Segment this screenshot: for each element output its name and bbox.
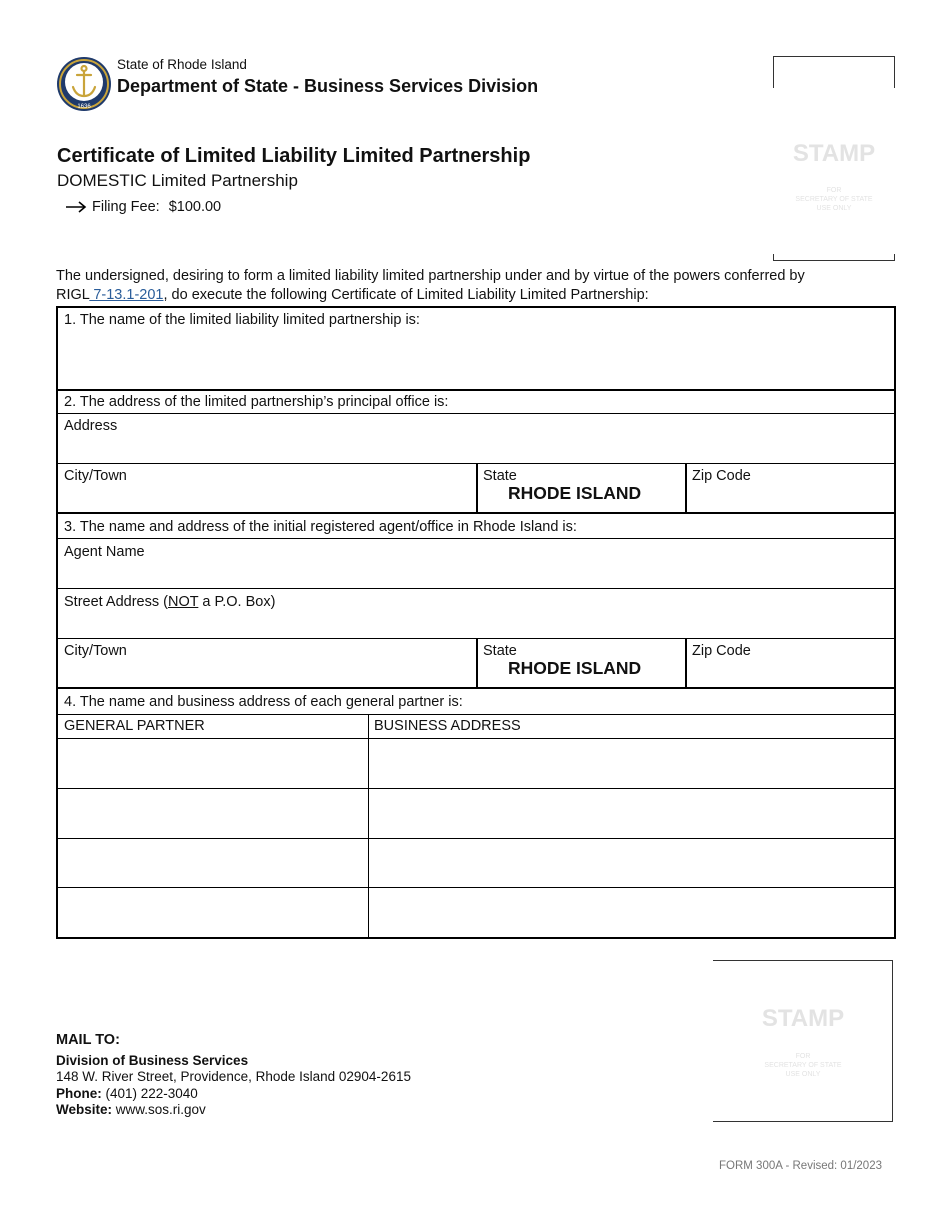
- partner-address-cell[interactable]: [369, 839, 894, 886]
- stamp-note-line: USE ONLY: [785, 1071, 821, 1078]
- intro-text: The undersigned, desiring to form a limited liability limited partnership under and by virtue of the powers conferred by RIGL: [56, 268, 805, 303]
- agent-zip-field[interactable]: [688, 661, 894, 687]
- stamp-box-top: [773, 56, 895, 261]
- agent-street-label: [64, 594, 275, 610]
- rigl-link[interactable]: 7-13.1-201: [89, 287, 164, 303]
- agent-city-label: City/Town: [64, 643, 127, 659]
- website-label: Website:: [56, 1102, 113, 1117]
- stamp-box-bottom: [713, 960, 893, 1122]
- partner-name-cell[interactable]: [58, 839, 367, 886]
- street-label-end: a P.O. Box): [198, 594, 276, 610]
- mail-address: 148 W. River Street, Providence, Rhode Island 02904-2615: [56, 1069, 411, 1084]
- agent-street-field[interactable]: [58, 612, 894, 638]
- agent-state-label: State: [483, 643, 517, 659]
- stamp-note-line: SECRETARY OF STATE: [764, 1062, 842, 1069]
- principal-state-label: State: [483, 468, 517, 484]
- form-subtitle: DOMESTIC Limited Partnership: [57, 171, 298, 190]
- stamp-note-line: FOR: [826, 187, 842, 194]
- partner-address-cell[interactable]: [369, 789, 894, 837]
- mail-to-title: MAIL TO:: [56, 1032, 120, 1048]
- partner-name-cell[interactable]: [58, 739, 367, 787]
- header-department: Department of State - Business Services Division: [117, 76, 539, 96]
- partner-address-cell[interactable]: [369, 739, 894, 787]
- phone-label: Phone:: [56, 1085, 102, 1101]
- stamp-word: STAMP: [792, 140, 876, 167]
- section-1-label: 1. The name of the limited liability limited partnership is:: [64, 312, 420, 328]
- phone-number: (401) 222-3040: [101, 1085, 198, 1101]
- general-partner-header: GENERAL PARTNER: [64, 718, 205, 734]
- website-url: www.sos.ri.gov: [112, 1102, 206, 1117]
- filing-fee: [65, 199, 221, 215]
- state-seal-logo: [56, 56, 112, 112]
- principal-address-label: Address: [64, 418, 118, 434]
- agent-name-field[interactable]: [58, 562, 894, 588]
- form-revision-footer: FORM 300A - Revised: 01/2023: [719, 1160, 882, 1172]
- business-address-header: BUSINESS ADDRESS: [374, 718, 521, 734]
- principal-city-field[interactable]: [58, 486, 475, 512]
- stamp-note-line: USE ONLY: [816, 205, 852, 212]
- principal-city-label: City/Town: [64, 468, 127, 484]
- principal-zip-field[interactable]: [688, 486, 894, 512]
- certificate-form: [56, 306, 896, 939]
- principal-zip-label: Zip Code: [692, 468, 751, 484]
- intro-paragraph: [56, 267, 836, 305]
- section-3-label: 3. The name and address of the initial registered agent/office in Rhode Island is:: [64, 519, 577, 535]
- section-4-label: 4. The name and business address of each general partner is:: [64, 694, 463, 710]
- agent-zip-label: Zip Code: [692, 643, 751, 659]
- partner-name-cell[interactable]: [58, 789, 367, 837]
- filing-fee-label: Filing Fee:: [92, 199, 160, 215]
- intro-text-end: , do execute the following Certificate of Limited Liability Limited Partnership:: [163, 287, 649, 303]
- street-label-not: NOT: [167, 594, 199, 610]
- partner-name-cell[interactable]: [58, 888, 367, 937]
- mail-to-block: [56, 1032, 411, 1119]
- section-2-label: 2. The address of the limited partnership’s principal office is:: [64, 394, 449, 410]
- form-title: Certificate of Limited Liability Limited Partnership: [57, 145, 531, 167]
- seal-year: 1636: [77, 104, 91, 110]
- partner-address-cell[interactable]: [369, 888, 894, 937]
- street-label-start: Street Address (: [64, 594, 168, 610]
- stamp-note-line: SECRETARY OF STATE: [795, 196, 873, 203]
- partnership-name-field[interactable]: [58, 332, 894, 388]
- agent-city-field[interactable]: [58, 661, 475, 687]
- mail-division: Division of Business Services: [56, 1052, 249, 1068]
- principal-address-field[interactable]: [58, 436, 894, 462]
- header-state: State of Rhode Island: [117, 57, 247, 72]
- stamp-note-line: FOR: [795, 1053, 811, 1060]
- principal-state-value: RHODE ISLAND: [508, 483, 642, 503]
- filing-fee-amount: $100.00: [168, 199, 222, 215]
- stamp-word: STAMP: [761, 1005, 845, 1032]
- agent-name-label: Agent Name: [64, 544, 145, 560]
- agent-state-value: RHODE ISLAND: [508, 658, 642, 678]
- arrow-right-icon: [65, 201, 87, 213]
